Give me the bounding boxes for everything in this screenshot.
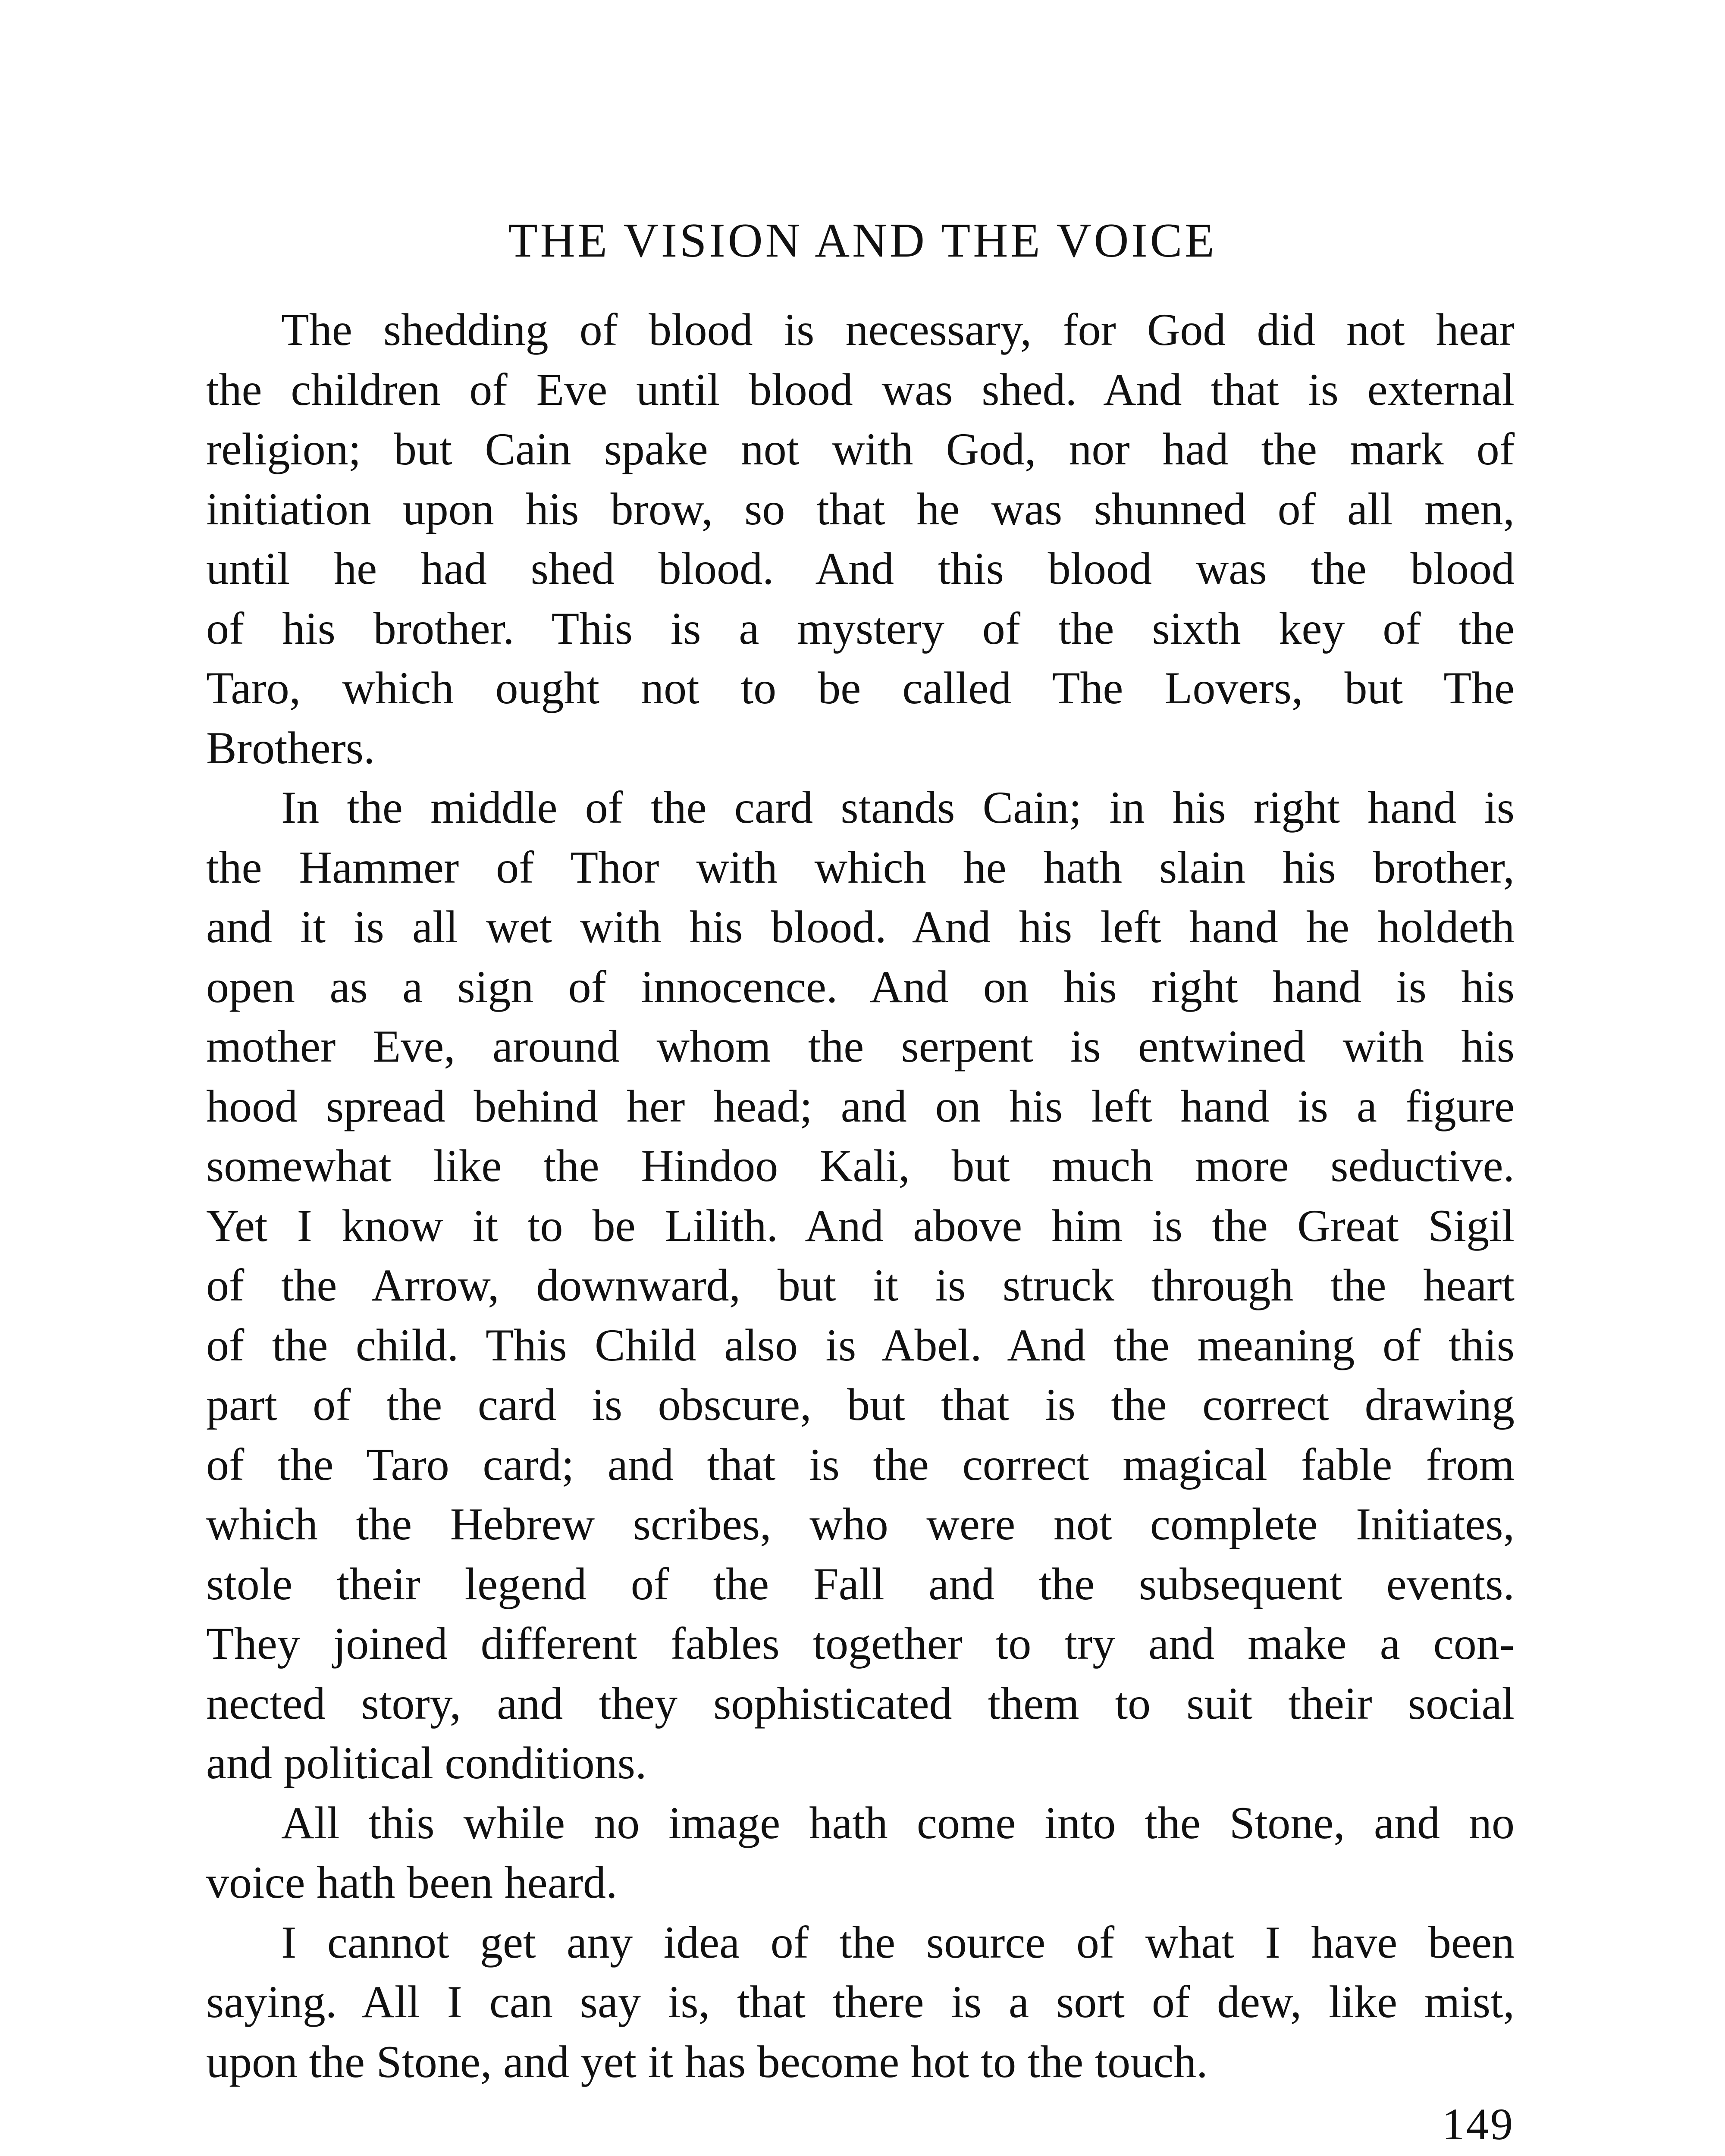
running-head: THE VISION AND THE VOICE (508, 214, 1217, 267)
text-line: hood spread behind her head; and on his left hand is a figure (206, 1081, 1515, 1131)
text-line: religion; but Cain spake not with God, nor had the mark of (206, 424, 1515, 474)
text-line: Brothers. (206, 722, 375, 773)
text-line: nected story, and they sophisticated them to suit their social (206, 1678, 1515, 1729)
body-text (206, 300, 1515, 2092)
text-line: In the middle of the card stands Cain; in his right hand is (281, 782, 1515, 833)
text-line: open as a sign of innocence. And on his right hand is his (206, 961, 1515, 1012)
text-line: somewhat like the Hindoo Kali, but much more seductive. (206, 1141, 1515, 1191)
text-line: stole their legend of the Fall and the subsequent events. (206, 1558, 1515, 1609)
text-line: All this while no image hath come into the Stone, and no (281, 1797, 1515, 1848)
text-line: They joined different fables together to try and make a con- (206, 1618, 1515, 1669)
text-line: of the Arrow, downward, but it is struck through the heart (206, 1260, 1515, 1310)
text-line: part of the card is obscure, but that is the correct drawing (206, 1379, 1515, 1430)
text-line: and political conditions. (206, 1738, 647, 1788)
text-line: initiation upon his brow, so that he was shunned of all men, (206, 483, 1515, 534)
text-line: saying. All I can say is, that there is a sort of dew, like mist, (206, 1977, 1515, 2027)
text-line: the children of Eve until blood was shed. And that is external (206, 364, 1515, 415)
text-line: mother Eve, around whom the serpent is entwined with his (206, 1021, 1515, 1072)
text-line: of his brother. This is a mystery of the sixth key of the (206, 603, 1515, 654)
text-line: voice hath been heard. (206, 1857, 618, 1908)
text-line: I cannot get any idea of the source of what I have been (281, 1917, 1515, 1968)
text-line: upon the Stone, and yet it has become hot to the touch. (206, 2036, 1208, 2087)
text-line: of the Taro card; and that is the correct magical fable from (206, 1439, 1515, 1490)
text-line: Yet I know it to be Lilith. And above him is the Great Sigil (206, 1200, 1515, 1251)
text-line: Taro, which ought not to be called The Lovers, but The (206, 663, 1515, 713)
text-line: which the Hebrew scribes, who were not complete Initiates, (206, 1499, 1515, 1549)
text-line: and it is all wet with his blood. And his left hand he holdeth (206, 902, 1515, 952)
text-line: until he had shed blood. And this blood was the blood (206, 543, 1515, 594)
text-line: the Hammer of Thor with which he hath slain his brother, (206, 842, 1515, 893)
text-line: of the child. This Child also is Abel. And the meaning of this (206, 1319, 1515, 1370)
text-line: The shedding of blood is necessary, for God did not hear (281, 304, 1515, 355)
page-number: 149 (1442, 2100, 1515, 2149)
